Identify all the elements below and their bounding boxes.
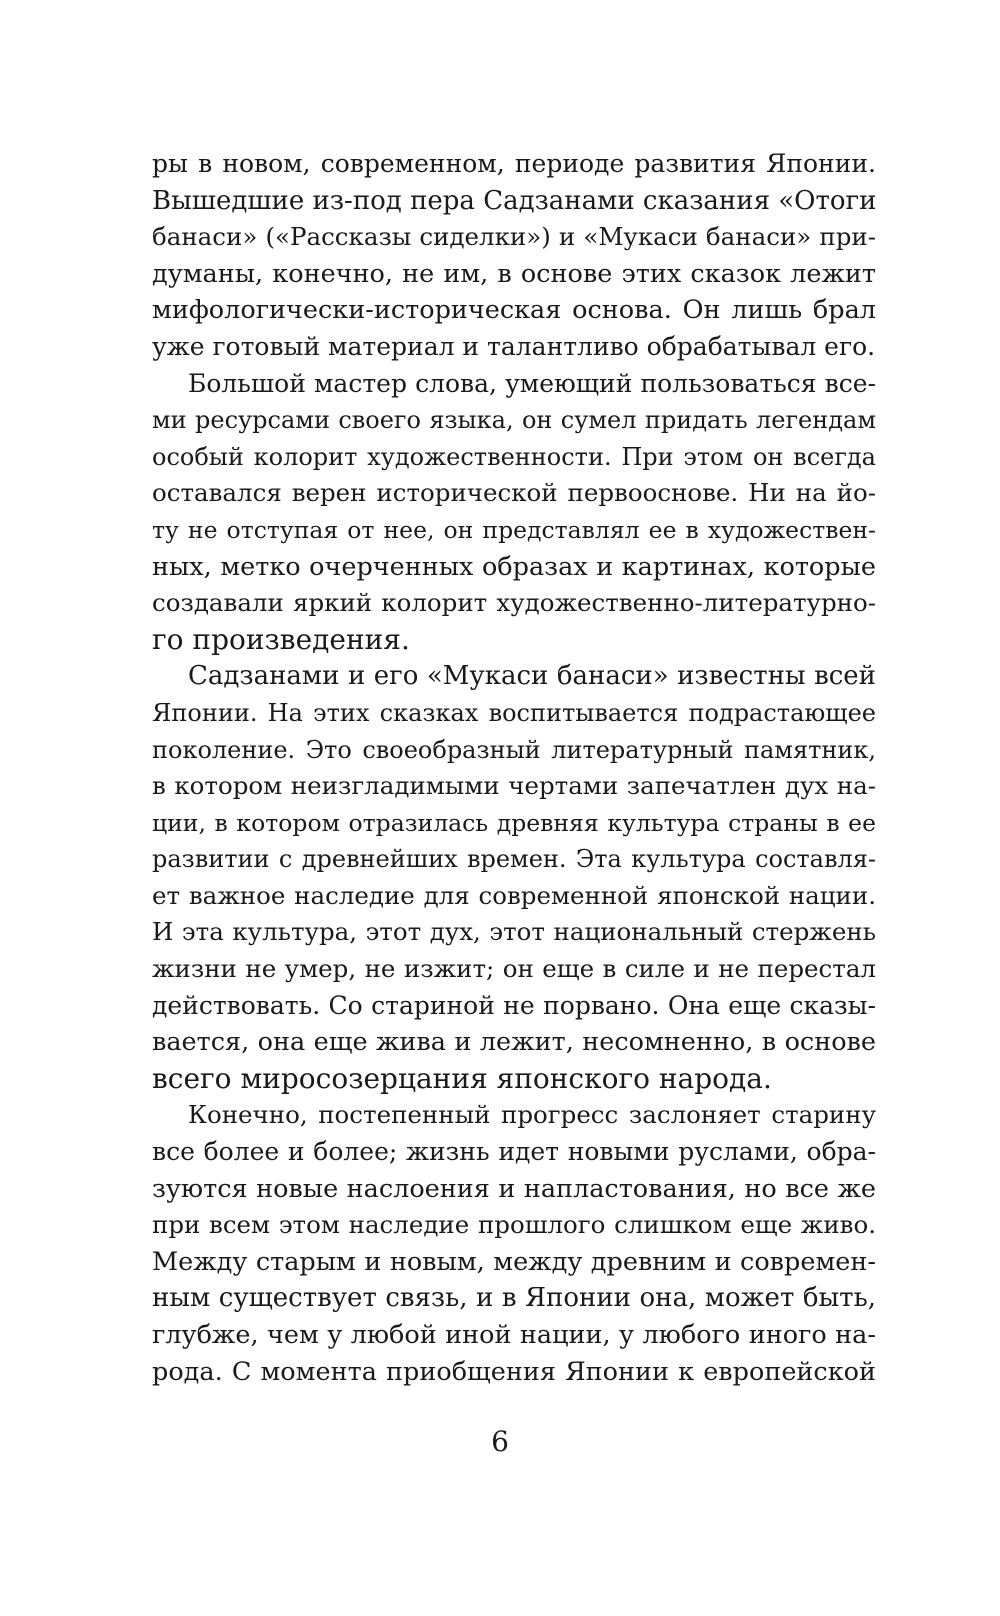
- paragraph-1: [152, 146, 876, 366]
- text-line: особый колорит художественности. При этом он всегда: [152, 442, 876, 471]
- text-line: развитии с древнейших времен. Эта культура составля-: [152, 845, 876, 874]
- text-line: рода. С момента приобщения Японии к европейской: [152, 1356, 876, 1387]
- text-line: Садзанами и его «Мукаси банаси» известны всей: [188, 661, 876, 692]
- text-line: уже готовый материал и талантливо обрабатывал его.: [152, 331, 876, 361]
- paragraph-3: [152, 658, 876, 1097]
- text-line: Между старым и новым, между древним и современ-: [152, 1246, 876, 1277]
- text-line: создавали яркий колорит художественно-литературно-: [152, 588, 876, 618]
- text-line: поколение. Это своеобразный литературный памятник,: [152, 735, 876, 764]
- text-line: вается, она еще жива и лежит, несомненно, в основе: [152, 1027, 876, 1058]
- text-line: мифологически-историческая основа. Он лишь брал: [152, 295, 876, 326]
- text-line: ет важное наследие для современной японской нации.: [152, 880, 876, 910]
- text-line: Японии. На этих сказках воспитывается подрастающее: [152, 698, 876, 727]
- text-line: в котором неизгладимыми чертами запечатлен дух на-: [152, 771, 876, 801]
- paragraph-4: [152, 1097, 876, 1390]
- page-number: 6: [491, 1425, 509, 1458]
- text-line: Конечно, постепенный прогресс заслоняет старину: [188, 1100, 876, 1130]
- text-line: оставался верен исторической первооснове. Ни на йо-: [152, 478, 876, 508]
- text-line: все более и более; жизнь идет новыми руслами, обра-: [152, 1137, 876, 1167]
- text-line: ми ресурсами своего языка, он сумел придать легендам: [152, 406, 876, 435]
- text-line: банаси» («Рассказы сиделки») и «Мукаси банаси» при-: [152, 222, 876, 252]
- text-line: ных, метко очерченных образах и картинах, которые: [152, 551, 876, 582]
- text-line: думаны, конечно, не им, в основе этих сказок лежит: [152, 258, 876, 289]
- page-body: [152, 146, 876, 1390]
- text-line: ции, в котором отразилась древняя культура страны в ее: [152, 808, 876, 837]
- text-line: Большой мастер слова, умеющий пользоваться все-: [188, 368, 876, 398]
- text-line: Вышедшие из-под пера Садзанами сказания «Отоги: [152, 185, 877, 216]
- text-line: ту не отступая от нее, он представлял ее в художествен-: [152, 515, 876, 544]
- text-line: при всем этом наследие прошлого слишком еще живо.: [152, 1210, 876, 1240]
- paragraph-2: [152, 366, 876, 659]
- text-line: зуются новые наслоения и напластования, но все же: [152, 1173, 876, 1204]
- text-line: всего миросозерцания японского народа.: [152, 1061, 772, 1095]
- text-line: го произведения.: [152, 622, 410, 656]
- text-line: ры в новом, современном, периоде развития Японии.: [152, 149, 876, 178]
- text-line: действовать. Со стариной не порвано. Она еще сказы-: [152, 990, 876, 1020]
- text-line: глубже, чем у любой иной нации, у любого иного на-: [152, 1320, 876, 1350]
- text-line: ным существует связь, и в Японии она, может быть,: [152, 1283, 876, 1314]
- text-line: жизни не умер, не изжит; он еще в силе и не перестал: [152, 954, 876, 984]
- text-line: И эта культура, этот дух, этот национальный стержень: [152, 917, 876, 947]
